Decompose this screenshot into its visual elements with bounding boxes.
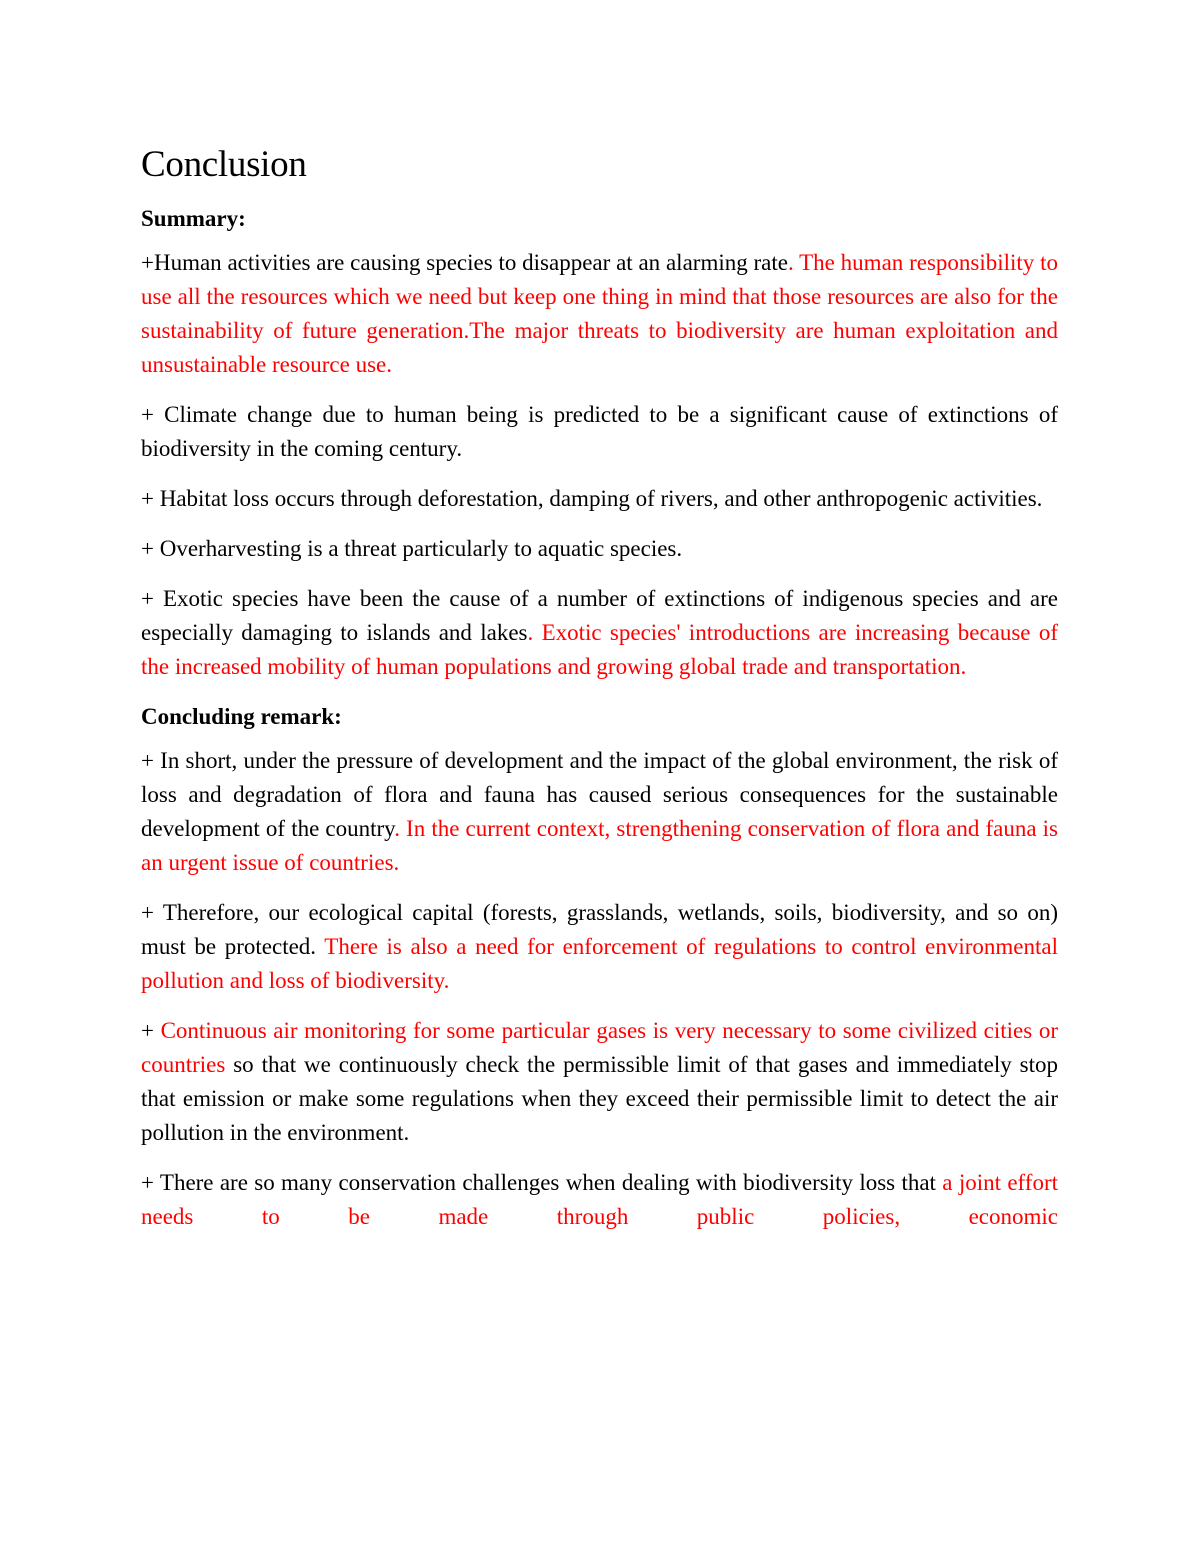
highlighted-text: . Exotic species' introductions are increasing because of the increased mobility of human populations and growing global trade and transportation. bbox=[141, 620, 1058, 679]
highlighted-text: Continuous air monitoring for some particular gases is very necessary to some civilized cities or countries bbox=[141, 1018, 1058, 1077]
paragraph-text: + In short, under the pressure of development and the impact of the global environment, the risk of loss and degradation of flora and fauna has caused serious consequences for the sustainable development of the country bbox=[141, 748, 1058, 841]
summary-paragraph bbox=[141, 398, 1058, 466]
paragraph-text: + There are so many conservation challenges when dealing with biodiversity loss that bbox=[141, 1170, 943, 1195]
paragraph-text: +Human activities are causing species to disappear at an alarming rate bbox=[141, 250, 788, 275]
document-page bbox=[141, 140, 1058, 1250]
remark-paragraph bbox=[141, 744, 1058, 880]
summary-paragraph bbox=[141, 582, 1058, 684]
remark-paragraph bbox=[141, 1014, 1058, 1150]
highlighted-text: There is also a need for enforcement of regulations to control environmental pollution and loss of biodiversity. bbox=[141, 934, 1058, 993]
paragraph-text: + Therefore, our ecological capital (forests, grasslands, wetlands, soils, biodiversity, and so on) must be protected. bbox=[141, 900, 1058, 959]
highlighted-text: . The human responsibility to use all the resources which we need but keep one thing in mind that those resources are also for the sustainability of future generation.The major threats to biodiversity are human exploitation and unsustainable resource use. bbox=[141, 250, 1058, 377]
summary-heading: Summary: bbox=[141, 206, 246, 231]
remark-paragraph bbox=[141, 896, 1058, 998]
paragraph-text: + Habitat loss occurs through deforestation, damping of rivers, and other anthropogenic activities. bbox=[141, 486, 1043, 511]
summary-paragraph bbox=[141, 532, 1058, 566]
summary-paragraph bbox=[141, 246, 1058, 382]
summary-paragraph bbox=[141, 482, 1058, 516]
paragraph-text: + Climate change due to human being is predicted to be a significant cause of extinctions of biodiversity in the coming century. bbox=[141, 402, 1058, 461]
highlighted-text: a joint effort needs to be made through public policies, economic bbox=[141, 1170, 1059, 1229]
concluding-remark-heading: Concluding remark: bbox=[141, 704, 342, 729]
highlighted-text: . In the current context, strengthening conservation of flora and fauna is an urgent issue of countries. bbox=[141, 816, 1058, 875]
remark-paragraph bbox=[141, 1166, 1058, 1234]
paragraph-text: + Overharvesting is a threat particularly to aquatic species. bbox=[141, 536, 683, 561]
paragraph-prefix: + bbox=[141, 1018, 161, 1043]
paragraph-text: so that we continuously check the permissible limit of that gases and immediately stop that emission or make some regulations when they exceed their permissible limit to detect the air pollution in the environment. bbox=[141, 1052, 1058, 1145]
page-title: Conclusion bbox=[141, 144, 307, 185]
paragraph-text: + Exotic species have been the cause of a number of extinctions of indigenous species and are especially damaging to islands and lakes bbox=[141, 586, 1058, 645]
